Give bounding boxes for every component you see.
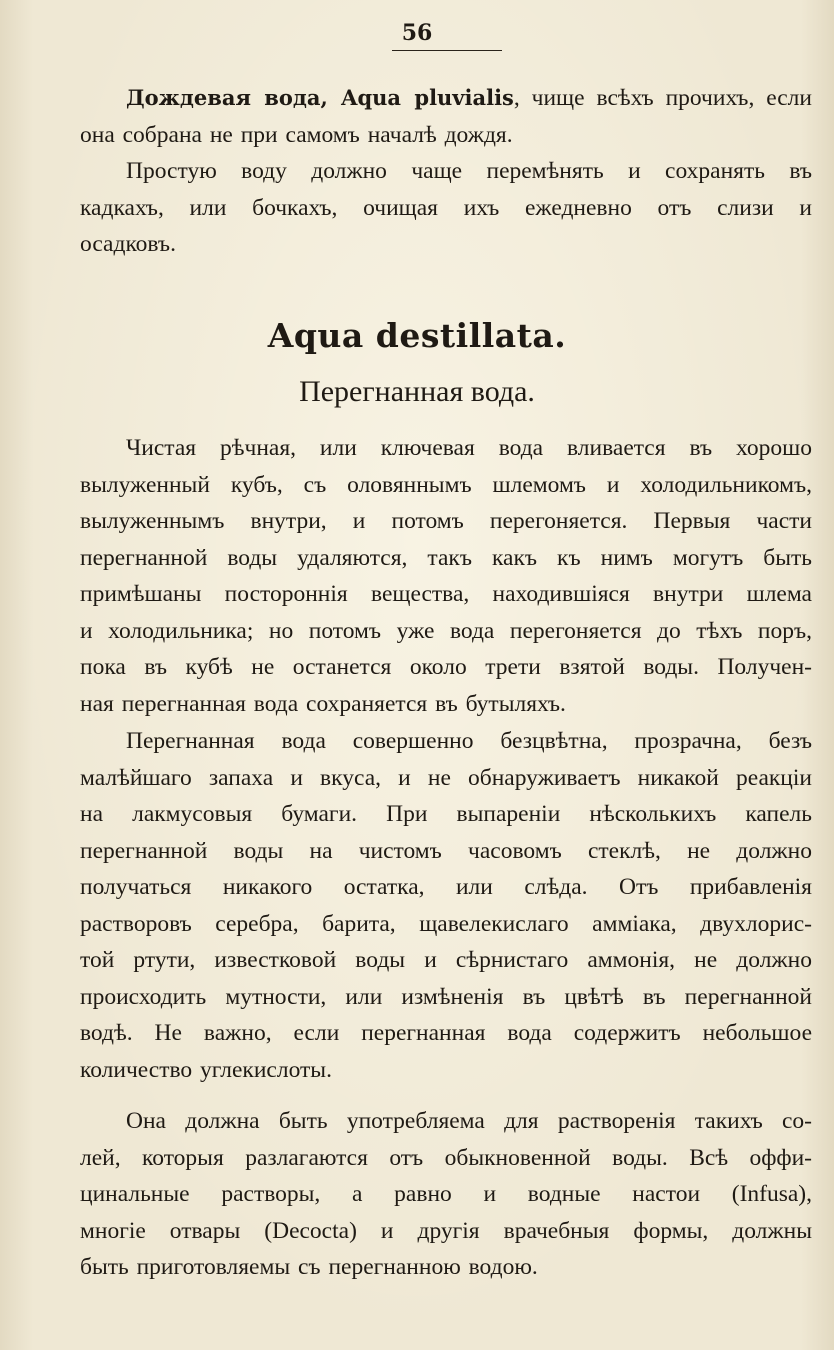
simple-water-line-3: осадковъ. — [80, 231, 176, 257]
simple-water-line-1: Простую воду должно чаще перемѣнять и сохранять въ — [126, 158, 812, 184]
prop-line-9: водѣ. Не важно, если перегнанная вода содержитъ небольшое — [80, 1020, 812, 1046]
page-number: 56 — [401, 20, 433, 46]
intro-line-1 — [80, 80, 812, 117]
usage-line-3: цинальные растворы, а равно и водные настои (Infusa), — [80, 1181, 812, 1207]
preparation-paragraph — [80, 430, 812, 722]
prop-line-10: количество углекислоты. — [80, 1056, 332, 1083]
section-heading-latin: Aqua destillata. — [267, 316, 567, 355]
prop-line-5: получаться никакого остатка, или слѣда. Отъ прибавленія — [80, 874, 812, 900]
prop-line-2: малѣйшаго запаха и вкуса, и не обнаруживаетъ никакой реакціи — [80, 764, 812, 791]
prop-line-1: Перегнанная вода совершенно безцвѣтна, прозрачна, безъ — [126, 728, 812, 754]
prep-line-3: вылуженнымъ внутри, и потомъ перегоняется. Первыя части — [80, 508, 812, 534]
usage-line-4: многіе отвары (Decocta) и другія врачебныя формы, должны — [80, 1217, 812, 1244]
intro-line-1-rest: , чище всѣхъ прочихъ, если — [513, 85, 812, 111]
simple-water-line-2: кадкахъ, или бочкахъ, очищая ихъ ежедневно отъ слизи и — [80, 194, 812, 221]
usage-line-2: лей, которыя разлагаются отъ обыкновенной воды. Всѣ оффи- — [80, 1144, 812, 1171]
prop-line-8: происходить мутности, или измѣненія въ цвѣтѣ въ перегнанной — [80, 983, 812, 1010]
prep-line-8: ная перегнанная вода сохраняется въ бутыляхъ. — [80, 690, 566, 717]
page-number-rule — [392, 50, 502, 51]
rain-water-term: Дождевая вода, Aqua pluvialis — [126, 85, 514, 110]
intro-line-2: она собрана не при самомъ началѣ дождя. — [80, 121, 513, 148]
prep-line-2: вылуженный кубъ, съ оловяннымъ шлемомъ и холодильникомъ, — [80, 471, 812, 498]
section-heading-russian: Перегнанная вода. — [299, 375, 535, 408]
prop-line-4: перегнанной воды на чистомъ часовомъ стеклѣ, не должно — [80, 837, 812, 864]
prop-line-7: той ртути, известковой воды и сѣрнистаго аммонія, не должно — [80, 947, 812, 973]
prep-line-7: пока въ кубѣ не останется около трети взятой воды. Получен- — [80, 654, 812, 680]
prop-line-3: на лакмусовыя бумаги. При выпареніи нѣсколькихъ капель — [80, 801, 812, 827]
prop-line-6: растворовъ серебра, барита, щавелекислаго амміака, двухлорис- — [80, 910, 812, 937]
usage-line-1: Она должна быть употребляема для растворенія такихъ со- — [126, 1108, 812, 1134]
simple-water-paragraph — [80, 153, 812, 263]
prep-line-6: и холодильника; но потомъ уже вода перегоняется до тѣхъ поръ, — [80, 617, 812, 644]
usage-line-5: быть приготовляемы съ перегнанною водою. — [80, 1254, 538, 1280]
prep-line-1: Чистая рѣчная, или ключевая вода вливается въ хорошо — [126, 435, 812, 461]
prep-line-4: перегнанной воды удаляются, такъ какъ къ нимъ могутъ быть — [80, 544, 812, 571]
intro-paragraph — [80, 80, 812, 153]
properties-paragraph — [80, 723, 812, 1088]
usage-paragraph — [80, 1103, 812, 1286]
prep-line-5: примѣшаны постороннія вещества, находившіяся внутри шлема — [80, 581, 812, 607]
